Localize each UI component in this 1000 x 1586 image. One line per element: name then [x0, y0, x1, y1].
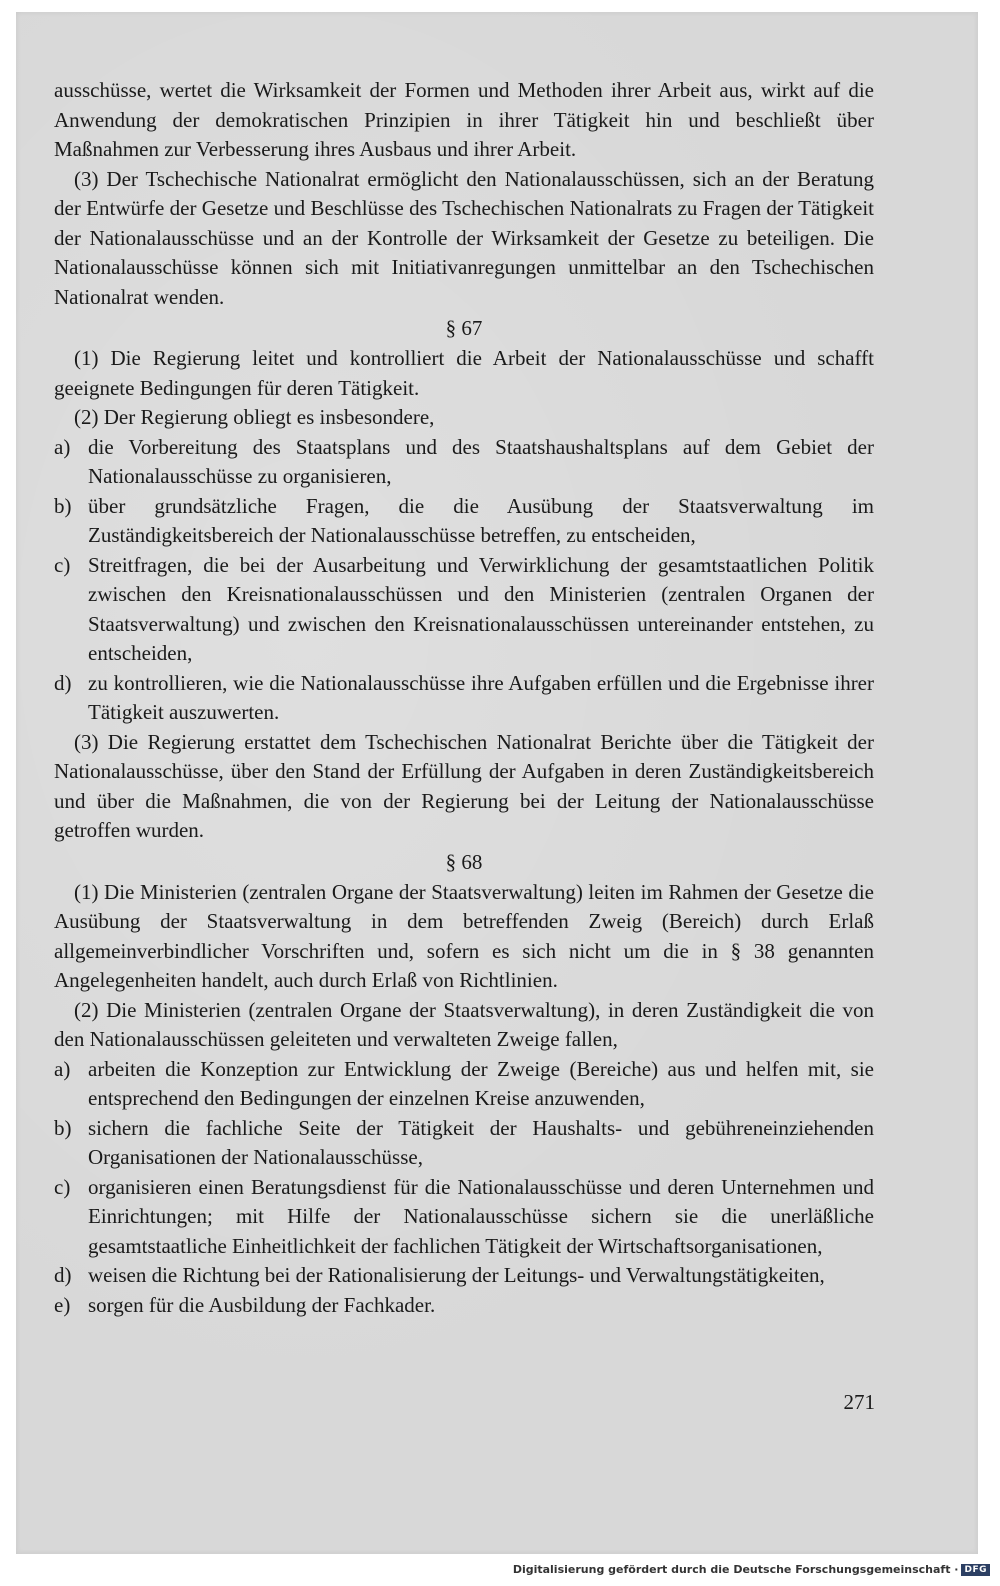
paragraph-66-3: (3) Der Tschechische Nationalrat ermöglicht den Nationalausschüssen, sich an der Beratung der Entwürfe der Gesetze und Beschlüsse des Tschechischen Nationalrats zu Fragen der Tätigkeit der Nationalausschüsse und an der Kontrolle der Wirksamkeit der Gesetze zu beteiligen. Die Nationalausschüsse können sich mit Initiativanregungen unmittelbar an den Tschechischen Nationalrat wenden. — [54, 166, 874, 309]
list-item-label: e) — [54, 1292, 71, 1317]
list-item — [54, 1114, 874, 1173]
list-item — [54, 1291, 874, 1321]
list-item-label: d) — [54, 670, 72, 695]
footer-credit-text: Digitalisierung gefördert durch die Deutsche Forschungsgemeinschaft · — [512, 1563, 959, 1576]
page-text — [54, 76, 874, 1320]
paragraph-68-1: (1) Die Ministerien (zentralen Organe der Staatsverwaltung) leiten im Rahmen der Gesetze die Ausübung der Staatsverwaltung in dem betreffenden Zweig (Bereich) durch Erlaß allgemeinverbindlicher Vorschriften und, sofern es sich nicht um die in § 38 genannten Angelegenheiten handelt, auch durch Erlaß von Richtlinien. — [54, 879, 874, 992]
list-item — [54, 551, 874, 669]
list-item — [54, 433, 874, 492]
list-item-label: c) — [54, 552, 71, 577]
list-item — [54, 1173, 874, 1262]
paragraph-67-2: (2) Der Regierung obliegt es insbesondere, — [74, 405, 435, 429]
list-item-text: die Vorbereitung des Staatsplans und des Staatshaushaltsplans auf dem Gebiet der Nationalausschüsse zu organisieren, — [88, 434, 874, 488]
list-item-text: organisieren einen Beratungsdienst für die Nationalausschüsse und deren Unternehmen und Einrichtungen; mit Hilfe der Nationalausschüsse sichern sie die unerläßliche gesamtstaatliche Einheitlichkeit der fachlichen Tätigkeit der Wirtschaftsorganisationen, — [88, 1174, 874, 1258]
list-item-text: sorgen für die Ausbildung der Fachkader. — [88, 1292, 436, 1317]
list-item-label: a) — [54, 1056, 71, 1081]
list-item — [54, 492, 874, 551]
list-item-text: weisen die Richtung bei der Rationalisierung der Leitungs- und Verwaltungstätigkeiten, — [88, 1263, 825, 1287]
section-heading-68: § 68 — [445, 849, 483, 874]
list-item — [54, 1055, 874, 1114]
list-item-label: c) — [54, 1174, 71, 1199]
digitization-footer — [513, 1563, 990, 1576]
list-item-label: a) — [54, 434, 71, 459]
section-heading-67: § 67 — [445, 316, 483, 340]
list-item — [54, 1261, 874, 1291]
paragraph-67-3: (3) Die Regierung erstattet dem Tschechischen Nationalrat Berichte über die Tätigkeit der Nationalausschüsse, über den Stand der Erfüllung der Aufgaben in deren Zuständigkeitsbereich und über die Maßnahmen, die von der Regierung bei der Leitung der Nationalausschüsse getroffen wurden. — [54, 729, 874, 842]
dfg-logo: DFG — [961, 1564, 990, 1576]
paragraph-68-2: (2) Die Ministerien (zentralen Organe der Staatsverwaltung), in deren Zuständigkeit die von den Nationalausschüssen geleiteten und verwalteten Zweige fallen, — [54, 997, 874, 1051]
list-item-text: Streitfragen, die bei der Ausarbeitung und Verwirklichung der gesamtstaatlichen Politik zwischen den Kreisnationalausschüssen und den Ministerien (zentralen Organen der Staatsverwaltung) und zwischen den Kreisnationalausschüssen untereinander entstehen, zu entscheiden, — [88, 552, 874, 665]
list-item-text: zu kontrollieren, wie die Nationalausschüsse ihre Aufgaben erfüllen und die Ergebnisse ihrer Tätigkeit auszuwerten. — [88, 670, 874, 724]
list-item-label: b) — [54, 1115, 72, 1140]
list-item-label: d) — [54, 1263, 72, 1287]
paragraph-67-1: (1) Die Regierung leitet und kontrolliert die Arbeit der Nationalausschüsse und schafft geeignete Bedingungen für deren Tätigkeit. — [54, 346, 874, 400]
list-item — [54, 669, 874, 728]
list-item-text: über grundsätzliche Fragen, die die Ausübung der Staatsverwaltung im Zuständigkeitsbereich der Nationalausschüsse betreffen, zu entscheiden, — [88, 493, 874, 547]
list-item-text: sichern die fachliche Seite der Tätigkeit der Haushalts- und gebühreneinziehenden Organisationen der Nationalausschüsse, — [88, 1115, 874, 1169]
list-item-label: b) — [54, 493, 72, 518]
list-item-text: arbeiten die Konzeption zur Entwicklung der Zweige (Bereiche) aus und helfen mit, sie entsprechend den Bedingungen der einzelnen Kreise anzuwenden, — [88, 1056, 874, 1110]
page-number: 271 — [843, 1390, 875, 1414]
paragraph-intro: ausschüsse, wertet die Wirksamkeit der Formen und Methoden ihrer Arbeit aus, wirkt auf die Anwendung der demokratischen Prinzipien in ihrer Tätigkeit hin und beschließt über Maßnahmen zur Verbesserung ihres Ausbaus und ihrer Arbeit. — [54, 78, 874, 161]
